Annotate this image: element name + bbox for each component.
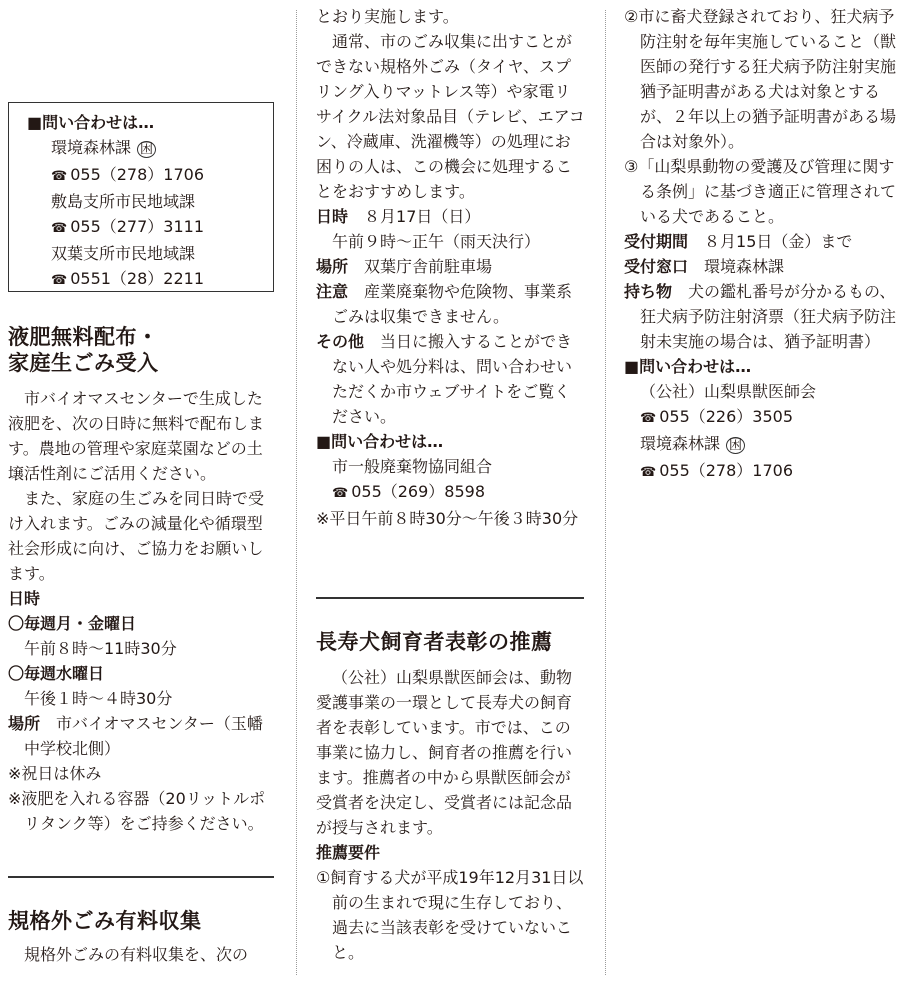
contact-tel-2: 055（278）1706 bbox=[659, 461, 794, 480]
place-text: 市バイオマスセンター（玉幡中学校北側） bbox=[24, 714, 263, 758]
oversize-body-start: 規格外ごみの有料収集を、次の bbox=[24, 945, 249, 964]
time-text: 午前９時～正午（雨天決行） bbox=[332, 232, 541, 251]
oversize-article-cont bbox=[316, 4, 586, 531]
window-label: 受付窓口 bbox=[624, 257, 689, 276]
contact-tel: 055（269）8598 bbox=[351, 482, 486, 501]
oversize-body-2: 通常、市のごみ収集に出すことができない規格外ごみ（タイヤ、スプリング入りマットレス等）や家電リサイクル法対象品目（テレビ、エアコン、冷蔵庫、洗濯機等）の処理にお困りの人は、この機会に処理することをおすすめします。 bbox=[316, 32, 585, 201]
telephone-icon: ☎ bbox=[51, 221, 68, 236]
column-divider-2 bbox=[605, 10, 606, 975]
contact-dept-1: 環境森林課 bbox=[51, 138, 132, 157]
requirement-1: ①飼育する犬が平成19年12月31日以前の生まれで現に生存しており、過去に当該表彰を受けていないこと。 bbox=[316, 868, 584, 962]
oversize-title: 規格外ごみ有料収集 bbox=[8, 909, 202, 933]
contact-dept-3: 双葉支所市民地域課 bbox=[51, 244, 196, 263]
fertilizer-title-2: 家庭生ごみ受入 bbox=[8, 351, 159, 375]
schedule-2-label: 〇毎週水曜日 bbox=[8, 664, 105, 683]
other-label: その他 bbox=[316, 332, 365, 351]
bring-label: 持ち物 bbox=[624, 282, 673, 301]
contact-tel-3: 0551（28）2211 bbox=[70, 269, 205, 288]
period-text: ８月15日（金）まで bbox=[704, 232, 853, 251]
window-text: 環境森林課 bbox=[704, 257, 785, 276]
schedule-2-time: 午後１時～４時30分 bbox=[24, 689, 173, 708]
contact-heading: ■問い合わせは… bbox=[624, 357, 752, 376]
oversize-body-cont: とおり実施します。 bbox=[316, 7, 459, 26]
dog-article-cont bbox=[624, 4, 896, 485]
fertilizer-article bbox=[8, 324, 276, 836]
contact-dept-2: 敷島支所市民地域課 bbox=[51, 192, 196, 211]
dog-article bbox=[316, 597, 586, 965]
other-text: 当日に搬入することができない人や処分料は、問い合わせいただくか市ウェブサイトをご覧ください。 bbox=[332, 332, 573, 426]
fertilizer-title-1: 液肥無料配布・ bbox=[8, 325, 159, 349]
requirement-3: ③「山梨県動物の愛護及び管理に関する条例」に基づき適正に管理されている犬であること。 bbox=[624, 157, 897, 226]
section-rule bbox=[316, 597, 584, 599]
schedule-1-label: 〇毎週月・金曜日 bbox=[8, 614, 137, 633]
contact-dept: 環境森林課 bbox=[640, 434, 721, 453]
contact-box bbox=[8, 102, 274, 292]
fertilizer-body-2: また、家庭の生ごみを同日時で受け入れます。ごみの減量化や循環型社会形成に向け、ご協力をお願いします。 bbox=[8, 489, 265, 583]
place-text: 双葉庁舎前駐車場 bbox=[364, 257, 493, 276]
period-label: 受付期間 bbox=[624, 232, 689, 251]
telephone-icon: ☎ bbox=[640, 411, 657, 426]
mark-icon: 困 bbox=[726, 437, 745, 454]
oversize-article-start bbox=[8, 876, 276, 967]
contact-heading: ■問い合わせは… bbox=[316, 432, 444, 451]
column-divider-1 bbox=[296, 10, 297, 975]
telephone-icon: ☎ bbox=[332, 486, 349, 501]
holiday-note: ※祝日は休み bbox=[8, 764, 102, 783]
dog-body: （公社）山梨県獣医師会は、動物愛護事業の一環として長寿犬の飼育者を表彰しています。市では、この事業に協力し、飼育者の推薦を行います。推薦者の中から県獣医師会が受賞者を決定し、受賞者には記念品が授与されます。 bbox=[316, 668, 573, 837]
contact-hours-note: ※平日午前８時30分～午後３時30分 bbox=[316, 509, 579, 528]
telephone-icon: ☎ bbox=[51, 169, 68, 184]
date-text: ８月17日（日） bbox=[364, 207, 481, 226]
section-rule bbox=[8, 876, 274, 878]
fertilizer-body-1: 市バイオマスセンターで生成した液肥を、次の日時に無料で配布します。農地の管理や家庭菜園などの土壌活性剤にご活用ください。 bbox=[8, 389, 265, 483]
contact-heading: ■問い合わせは… bbox=[27, 113, 155, 132]
container-note: ※液肥を入れる容器（20リットルポリタンク等）をご持参ください。 bbox=[8, 789, 266, 833]
dog-title: 長寿犬飼育者表彰の推薦 bbox=[316, 630, 553, 654]
date-label: 日時 bbox=[316, 207, 349, 226]
mark-icon: 困 bbox=[137, 141, 156, 158]
bring-text: 犬の鑑札番号が分かるもの、狂犬病予防注射済票（狂犬病予防注射未実施の場合は、猶予証明書） bbox=[640, 282, 897, 351]
schedule-1-time: 午前８時～11時30分 bbox=[24, 639, 177, 658]
contact-org: （公社）山梨県獣医師会 bbox=[640, 382, 817, 401]
caution-label: 注意 bbox=[316, 282, 349, 301]
requirement-2: ②市に畜犬登録されており、狂犬病予防注射を毎年実施していること（獣医師の発行する狂犬病予防注射実施猶予証明書がある犬は対象とするが、２年以上の猶予証明書がある場合は対象外）。 bbox=[624, 7, 897, 151]
contact-tel-1: 055（278）1706 bbox=[70, 165, 205, 184]
datetime-label: 日時 bbox=[8, 589, 41, 608]
caution-text: 産業廃棄物や危険物、事業系ごみは収集できません。 bbox=[332, 282, 573, 326]
telephone-icon: ☎ bbox=[640, 465, 657, 480]
contact-tel-2: 055（277）3111 bbox=[70, 217, 205, 236]
telephone-icon: ☎ bbox=[51, 273, 68, 288]
requirements-label: 推薦要件 bbox=[316, 843, 381, 862]
contact-tel-1: 055（226）3505 bbox=[659, 407, 794, 426]
contact-org: 市一般廃棄物協同組合 bbox=[332, 457, 493, 476]
place-label: 場所 bbox=[8, 714, 41, 733]
place-label: 場所 bbox=[316, 257, 349, 276]
